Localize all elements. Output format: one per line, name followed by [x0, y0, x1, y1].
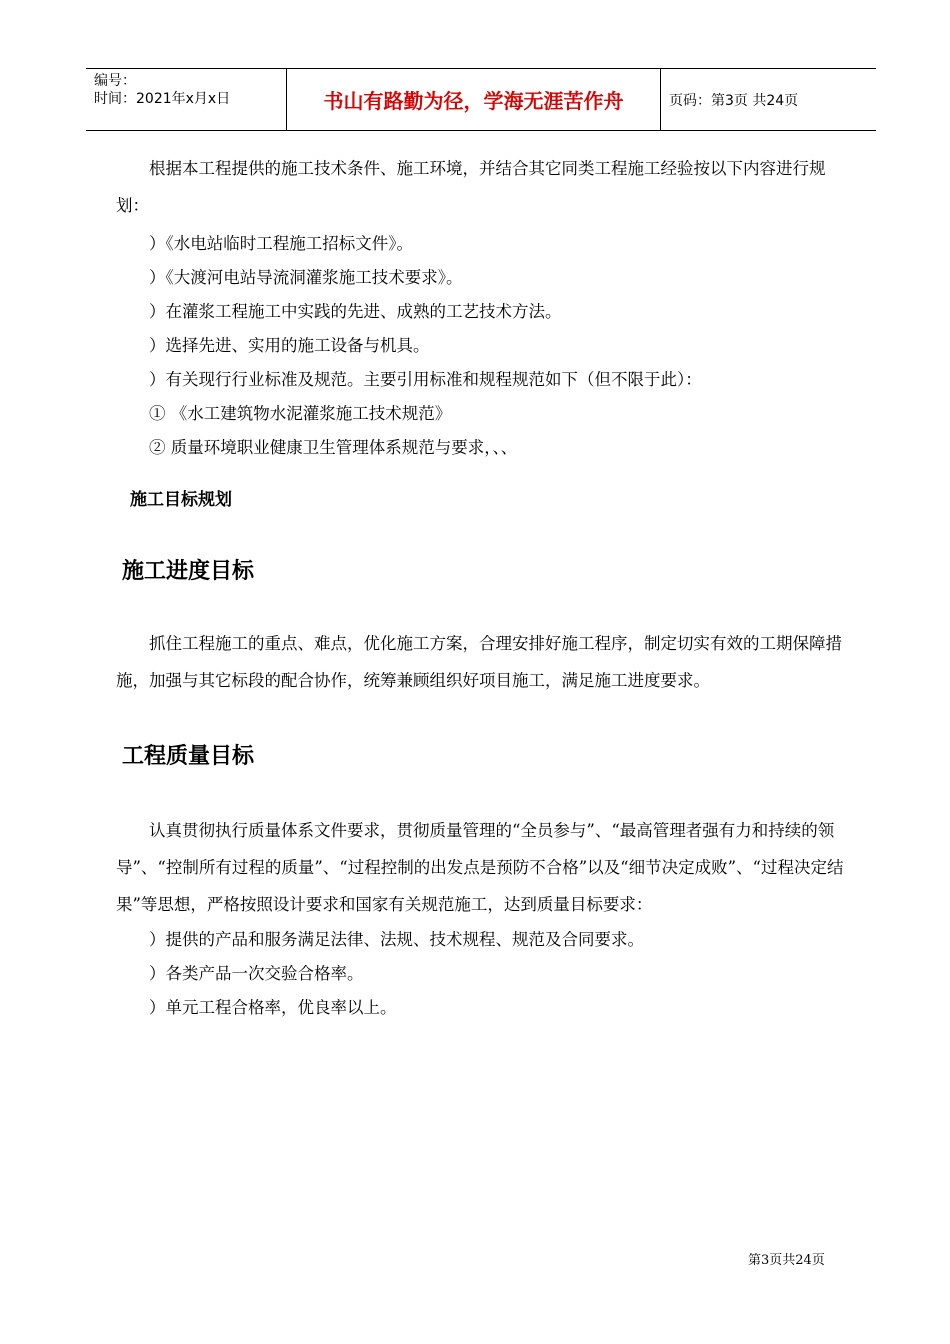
document-time-label: 时间：2021年x月x日	[94, 91, 231, 107]
quality-heading: 工程质量目标	[122, 744, 255, 769]
list-item: ）《水电站临时工程施工招标文件》。	[149, 234, 413, 253]
header-meta	[86, 69, 287, 130]
list-item: ）各类产品一次交验合格率。	[149, 964, 364, 983]
list-item: ）提供的产品和服务满足法律、法规、技术规程、规范及合同要求。	[149, 930, 644, 949]
list-item: ）单元工程合格率，优良率以上。	[149, 998, 397, 1017]
quality-list	[116, 923, 854, 1025]
schedule-heading: 施工进度目标	[122, 559, 255, 584]
list-item: ① 《水工建筑物水泥灌浆施工技术规范》	[149, 404, 452, 423]
section-title: 施工目标规划	[130, 490, 232, 510]
header-motto: 书山有路勤为径，学海无涯苦作舟	[287, 69, 661, 130]
list-item: ）选择先进、实用的施工设备与机具。	[149, 336, 430, 355]
page-header	[86, 68, 876, 131]
intro-paragraph: 根据本工程提供的施工技术条件、施工环境，并结合其它同类工程施工经验按以下内容进行规划：	[116, 159, 826, 215]
list-item: ）有关现行行业标准及规范。主要引用标准和规程规范如下（但不限于此）：	[149, 370, 702, 389]
document-number-label: 编号：	[94, 73, 136, 89]
header-page-number: 页码：第3页 共24页	[669, 92, 799, 109]
list-item: ）《大渡河电站导流洞灌浆施工技术要求》。	[149, 268, 463, 287]
list-item: ）在灌浆工程施工中实践的先进、成熟的工艺技术方法。	[149, 302, 562, 321]
schedule-paragraph: 抓住工程施工的重点、难点，优化施工方案，合理安排好施工程序，制定切实有效的工期保障措施，加强与其它标段的配合协作，统筹兼顾组织好项目施工，满足施工进度要求。	[116, 634, 842, 690]
basis-list	[116, 227, 854, 465]
quality-paragraph: 认真贯彻执行质量体系文件要求，贯彻质量管理的“全员参与”、“最高管理者强有力和持续的领导”、“控制所有过程的质量”、“过程控制的出发点是预防不合格”以及“细节决定成败”、“过程决定结果”等思想，严格按照设计要求和国家有关规范施工，达到质量目标要求：	[116, 821, 844, 914]
page-footer: 第3页共24页	[748, 1253, 825, 1268]
list-item: ② 质量环境职业健康卫生管理体系规范与要求，、、	[149, 438, 518, 457]
document-body	[116, 150, 854, 1025]
